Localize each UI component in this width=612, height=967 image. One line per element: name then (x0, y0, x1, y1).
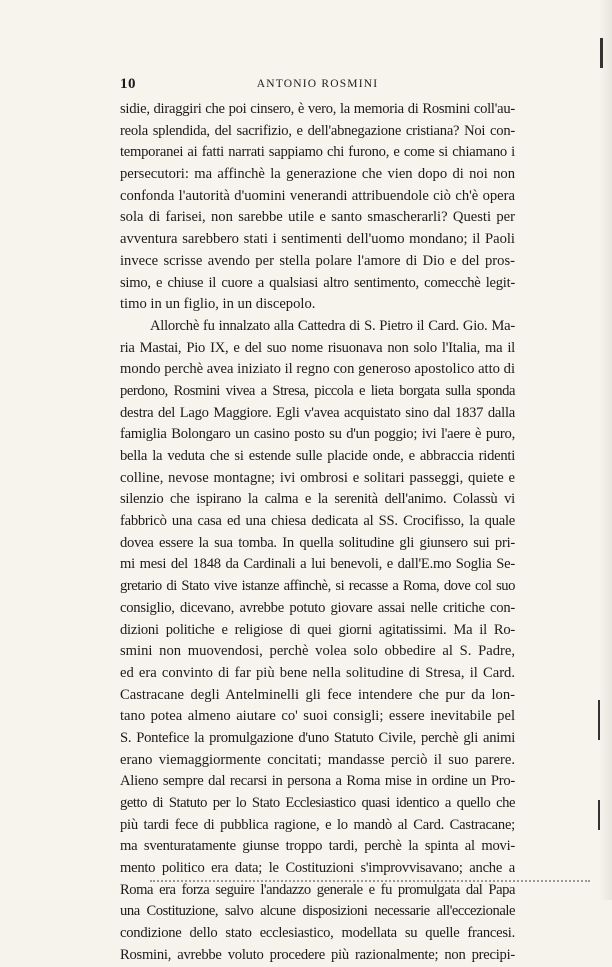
text-line: colline, nevose montagne; ivi ombrosi e solitari passeggi, quiete e (120, 469, 515, 486)
text-line: sola di farisei, non sarebbe utile e santo smascherarli? Questi per (120, 209, 515, 226)
text-line: dovea essere la sua tomba. In quella solitudine gli giunsero sui pri- (120, 534, 515, 551)
text-line: fabbricò una casa ed una chiesa dedicata al SS. Crocifisso, la quale (120, 513, 515, 530)
text-line: Roma era forza seguire l'andazzo generale e fu promulgata dal Papa (120, 881, 515, 898)
text-line: getto di Statuto per lo Stato Ecclesiastico quasi identico a quello che (120, 795, 515, 811)
page-number: 10 (120, 76, 136, 92)
text-line: Alieno sempre dal recarsi in persona a Roma mise in ordine un Pro- (120, 773, 515, 790)
text-line: smini non muovendosi, perchè volea solo obbedire al S. Padre, (120, 643, 515, 660)
text-line: avventura sarebbero stati i sentimenti dell'uomo mondano; il Paoli (120, 231, 515, 248)
text-line: silenzio che ispirano la calma e la serenità dell'animo. Colassù vi (120, 491, 515, 508)
text-line: più tardi fece di pubblica ragione, e lo mandò al Card. Castracane; (120, 816, 515, 833)
text-line: bella la veduta che si estende sulle placide onde, e abbraccia ridenti (120, 448, 515, 464)
text-line: Castracane degli Antelminelli gli fece intendere che pur da lon- (120, 686, 515, 703)
text-line: invece scrisse avendo per stella polare l'amore di Dio e del pros- (120, 252, 515, 269)
text-line: confonda l'autorità d'uomini venerandi attribuendole ciò ch'è opera (120, 187, 515, 204)
text-line: ma sventuratamente giunse troppo tardi, perchè la spinta al movi- (120, 838, 515, 855)
text-line: gretario di Stato vive istanze affinchè, si recasse a Roma, dove col suo (120, 578, 515, 595)
text-line: ria Mastai, Pio IX, e del suo nome risuonava non solo l'Italia, ma il (120, 339, 515, 356)
margin-mark (598, 800, 600, 830)
text-line: una Costituzione, salvo alcune disposizioni necessarie all'eccezionale (120, 903, 515, 920)
text-line: Rosmini, avrebbe voluto procedere più razionalmente; non precipi- (120, 946, 515, 963)
text-line: tano potea almeno aiutare co' suoi consigli; essere inevitabile pel (120, 708, 515, 725)
text-line: consiglio, dicevano, avrebbe potuto giovare assai nelle critiche con- (120, 599, 515, 616)
margin-mark (600, 38, 603, 68)
text-line: sidie, diraggiri che poi cinsero, è vero, la memoria di Rosmini coll'au- (120, 101, 515, 117)
running-title: ANTONIO ROSMINI (256, 78, 379, 90)
text-line: erano viemaggiormente concitati; mandasse perciò il suo parere. (120, 751, 515, 768)
text-line: destra del Lago Maggiore. Egli v'avea acquistato sino dal 1837 dalla (120, 404, 515, 421)
text-line: timo in un figlio, in un discepolo. (120, 296, 316, 313)
text-line: mi mesi del 1848 da Cardinali a lui benevoli, e dall'E.mo Soglia Se- (120, 556, 515, 573)
text-line: famiglia Bolongaro un casino posto su d'un poggio; ivi l'aere è puro, (120, 426, 515, 443)
text-line: persecutori: ma affinchè la generazione che vien dopo di noi non (120, 166, 515, 183)
text-line: dizioni politiche e religiose di quei giorni agitatissimi. Ma il Ro- (120, 621, 515, 638)
text-line: Allorchè fu innalzato alla Cattedra di S. Pietro il Card. Gio. Ma- (150, 317, 515, 334)
binding-edge (598, 0, 612, 900)
text-line: mondo perchè avea iniziato il regno con generoso apostolico atto di (120, 361, 515, 378)
text-line: condizione dello stato ecclesiastico, modellata su quelle francesi. (120, 925, 515, 942)
text-line: perdono, Rosmini vivea a Stresa, piccola e lieta borgata sulla sponda (120, 382, 515, 399)
text-line: S. Pontefice la promulgazione d'uno Statuto Civile, perchè gli animi (120, 729, 515, 746)
page-header (120, 76, 515, 96)
text-line: ed era convinto di far più bene nella solitudine di Stresa, il Card. (120, 664, 515, 681)
margin-mark (598, 700, 600, 740)
bottom-rule (150, 880, 590, 882)
text-line: simo, e chiuse il cuore a qualsiasi altro sentimento, comecchè legit- (120, 274, 515, 291)
text-line: reola splendida, del sacrifizio, e dell'abnegazione cristiana? Noi con- (120, 122, 515, 139)
text-line: mento politico era data; le Costituzioni s'improvvisavano; anche a (120, 860, 515, 877)
body-text (120, 99, 515, 967)
text-line: temporanei ai fatti narrati sappiamo chi furono, e come si chiamano i (120, 144, 515, 161)
